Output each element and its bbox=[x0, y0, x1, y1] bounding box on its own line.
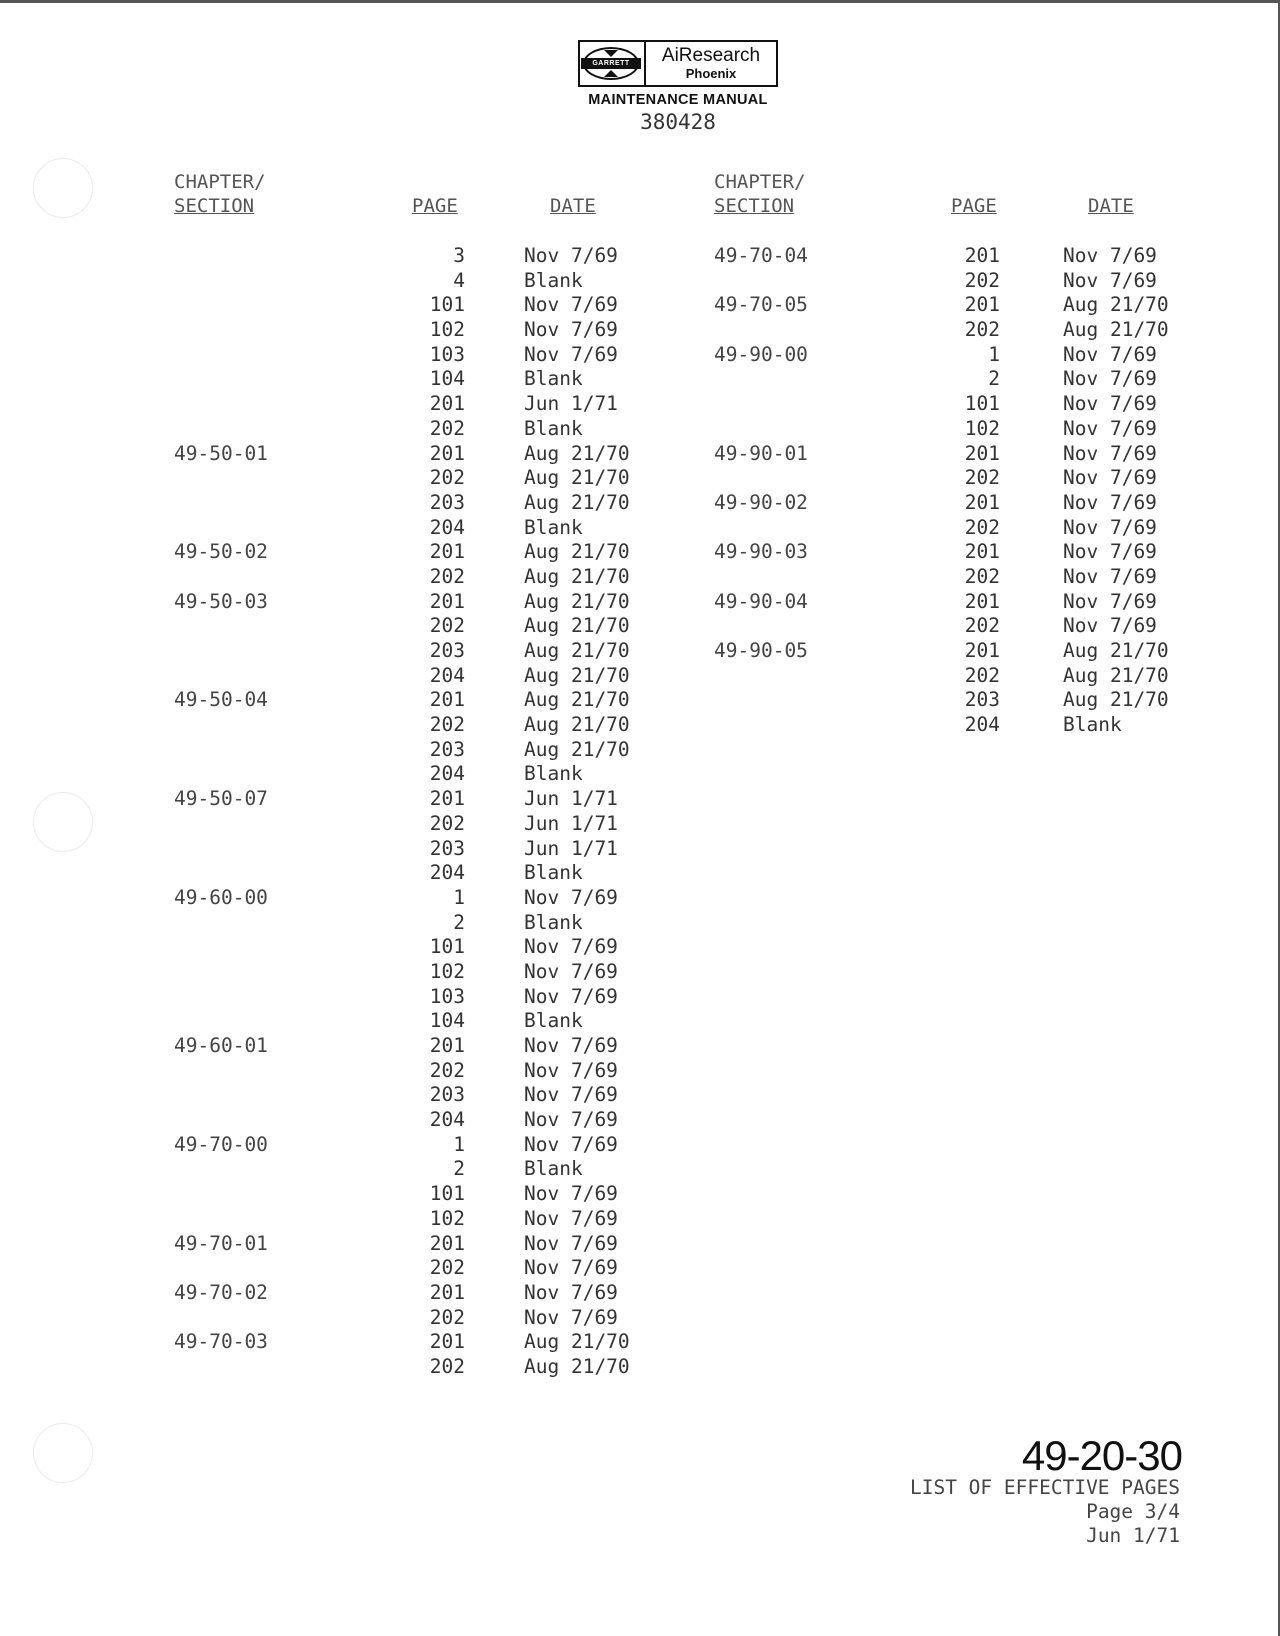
date-cell: Blank bbox=[524, 910, 583, 934]
section-cell bbox=[174, 565, 334, 590]
page-number-cell: 202 bbox=[429, 811, 465, 835]
footer-page: Page 3/4 bbox=[1086, 1500, 1180, 1523]
date-cell: Blank bbox=[524, 416, 583, 440]
page-number-cell: 202 bbox=[429, 564, 465, 588]
date-cell: Blank bbox=[524, 268, 583, 292]
section-cell bbox=[714, 614, 874, 639]
date-cell: Nov 7/69 bbox=[1063, 515, 1157, 539]
date-cell: Aug 21/70 bbox=[524, 688, 630, 712]
section-cell bbox=[174, 491, 334, 516]
date-cell: Nov 7/69 bbox=[524, 244, 618, 267]
section-cell bbox=[714, 664, 874, 689]
date-cell: Aug 21/70 bbox=[1063, 639, 1169, 662]
date-cell: Nov 7/69 bbox=[524, 1132, 618, 1156]
page-number-cell: 101 bbox=[429, 293, 465, 317]
section-cell bbox=[714, 516, 874, 541]
manual-title: MAINTENANCE MANUAL bbox=[588, 92, 768, 108]
date-cell: Jun 1/71 bbox=[524, 392, 618, 416]
page-number-cell: 101 bbox=[429, 935, 465, 959]
date-cell: Blank bbox=[524, 861, 583, 885]
date-cell: Nov 7/69 bbox=[1063, 490, 1157, 514]
page-number-cell: 204 bbox=[429, 1108, 465, 1132]
section-cell: 49-90-00 bbox=[714, 342, 808, 366]
section-cell: 49-90-02 bbox=[714, 490, 808, 514]
section-cell: 49-60-00 bbox=[174, 885, 268, 909]
section-cell: 49-50-01 bbox=[174, 441, 268, 465]
section-cell bbox=[174, 318, 334, 343]
date-cell: Nov 7/69 bbox=[524, 293, 618, 317]
left-date-header: DATE bbox=[550, 195, 596, 217]
page-number-cell: 102 bbox=[429, 959, 465, 983]
page-number-cell: 202 bbox=[964, 564, 1000, 588]
date-cell: Nov 7/69 bbox=[524, 1206, 618, 1230]
section-cell: 49-70-03 bbox=[174, 1330, 268, 1354]
date-cell: Aug 21/70 bbox=[524, 713, 630, 737]
section-cell: 49-90-03 bbox=[714, 540, 808, 564]
section-cell bbox=[174, 911, 334, 936]
right-section-column bbox=[714, 244, 874, 738]
section-cell: 49-50-07 bbox=[174, 787, 268, 811]
section-cell bbox=[174, 1157, 334, 1182]
date-cell: Nov 7/69 bbox=[524, 1182, 618, 1206]
date-cell: Jun 1/71 bbox=[524, 811, 618, 835]
section-header-line2: SECTION bbox=[714, 195, 795, 217]
page-number-cell: 204 bbox=[429, 762, 465, 786]
page-number-cell: 102 bbox=[429, 1206, 465, 1230]
manual-number: 380428 bbox=[640, 110, 716, 134]
page-number-cell: 201 bbox=[429, 1330, 465, 1354]
logo-words bbox=[646, 42, 776, 85]
date-cell: Blank bbox=[1063, 713, 1122, 737]
company-city: Phoenix bbox=[685, 66, 737, 81]
date-cell: Nov 7/69 bbox=[1063, 268, 1157, 292]
page-number-cell: 203 bbox=[429, 836, 465, 860]
date-cell: Blank bbox=[524, 762, 583, 786]
date-cell: Nov 7/69 bbox=[524, 1231, 618, 1255]
page-number-cell: 202 bbox=[429, 713, 465, 737]
section-cell bbox=[714, 713, 874, 738]
left-page-column bbox=[400, 244, 465, 1380]
section-cell bbox=[714, 367, 874, 392]
date-cell: Aug 21/70 bbox=[524, 540, 630, 564]
date-cell: Blank bbox=[524, 515, 583, 539]
section-cell bbox=[174, 269, 334, 294]
date-cell: Nov 7/69 bbox=[1063, 540, 1157, 564]
page-number-cell: 202 bbox=[429, 1354, 465, 1378]
date-cell: Nov 7/69 bbox=[1063, 564, 1157, 588]
page-number-cell: 202 bbox=[964, 318, 1000, 342]
page-number-cell: 101 bbox=[429, 1182, 465, 1206]
page-number-cell: 201 bbox=[429, 1280, 465, 1304]
section-cell bbox=[174, 367, 334, 392]
date-cell: Nov 7/69 bbox=[1063, 244, 1157, 267]
punch-hole-top bbox=[33, 158, 93, 218]
page-number-cell: 204 bbox=[429, 663, 465, 687]
page-number-cell: 203 bbox=[964, 688, 1000, 712]
company-logo bbox=[578, 40, 778, 87]
section-cell bbox=[174, 664, 334, 689]
page-number-cell: 204 bbox=[964, 713, 1000, 737]
section-cell bbox=[714, 565, 874, 590]
section-cell bbox=[174, 1083, 334, 1108]
page-number-cell: 201 bbox=[429, 540, 465, 564]
section-cell bbox=[174, 1059, 334, 1084]
left-section-column bbox=[174, 244, 334, 1380]
footer-date: Jun 1/71 bbox=[1086, 1524, 1180, 1547]
footer-chapter-number: 49-20-30 bbox=[1021, 1432, 1182, 1479]
page-number-cell: 1 bbox=[453, 885, 465, 909]
date-cell: Nov 7/69 bbox=[524, 885, 618, 909]
page-number-cell: 202 bbox=[964, 268, 1000, 292]
date-cell: Aug 21/70 bbox=[1063, 688, 1169, 712]
section-header-line2: SECTION bbox=[174, 195, 255, 217]
date-cell: Nov 7/69 bbox=[524, 984, 618, 1008]
section-cell bbox=[174, 738, 334, 763]
date-cell: Aug 21/70 bbox=[524, 1330, 630, 1354]
page-number-cell: 2 bbox=[453, 1157, 465, 1181]
right-page-header: PAGE bbox=[951, 195, 997, 217]
date-cell: Aug 21/70 bbox=[524, 614, 630, 638]
page-number-cell: 202 bbox=[429, 416, 465, 440]
page-number-cell: 103 bbox=[429, 984, 465, 1008]
date-cell: Blank bbox=[524, 1009, 583, 1033]
page-number-cell: 2 bbox=[988, 367, 1000, 391]
page-number-cell: 3 bbox=[453, 244, 465, 267]
section-cell bbox=[714, 269, 874, 294]
page-number-cell: 201 bbox=[964, 639, 1000, 662]
date-cell: Aug 21/70 bbox=[524, 737, 630, 761]
section-cell bbox=[174, 343, 334, 368]
page-number-cell: 104 bbox=[429, 367, 465, 391]
section-cell: 49-50-04 bbox=[174, 688, 268, 712]
page-number-cell: 104 bbox=[429, 1009, 465, 1033]
date-cell: Nov 7/69 bbox=[524, 318, 618, 342]
date-cell: Nov 7/69 bbox=[524, 1280, 618, 1304]
section-cell bbox=[174, 417, 334, 442]
page-number-cell: 202 bbox=[429, 1256, 465, 1280]
page-number-cell: 203 bbox=[429, 1083, 465, 1107]
section-cell bbox=[174, 639, 334, 664]
emblem-band-text: GARRETT bbox=[581, 58, 641, 69]
section-cell: 49-60-01 bbox=[174, 1034, 268, 1057]
section-cell bbox=[174, 1355, 334, 1380]
section-cell bbox=[174, 861, 334, 886]
date-cell: Nov 7/69 bbox=[1063, 342, 1157, 366]
section-cell bbox=[714, 392, 874, 417]
section-cell: 49-90-04 bbox=[714, 589, 808, 613]
section-cell bbox=[174, 1207, 334, 1232]
section-cell: 49-90-05 bbox=[714, 639, 808, 662]
page-number-cell: 202 bbox=[964, 614, 1000, 638]
date-cell: Nov 7/69 bbox=[1063, 614, 1157, 638]
left-date-column bbox=[524, 244, 674, 1380]
section-cell bbox=[714, 318, 874, 343]
page-number-cell: 2 bbox=[453, 910, 465, 934]
section-cell bbox=[174, 392, 334, 417]
section-cell bbox=[174, 516, 334, 541]
page-number-cell: 202 bbox=[429, 1058, 465, 1082]
section-cell: 49-70-00 bbox=[174, 1132, 268, 1156]
date-cell: Aug 21/70 bbox=[524, 663, 630, 687]
section-header-line1: CHAPTER/ bbox=[714, 171, 806, 193]
section-cell bbox=[714, 466, 874, 491]
section-cell: 49-50-03 bbox=[174, 589, 268, 613]
emblem-triangle-up-icon bbox=[604, 70, 618, 77]
section-cell bbox=[174, 762, 334, 787]
section-cell bbox=[174, 1182, 334, 1207]
section-cell bbox=[174, 1009, 334, 1034]
page-number-cell: 202 bbox=[964, 663, 1000, 687]
page-number-cell: 203 bbox=[429, 490, 465, 514]
page-number-cell: 201 bbox=[964, 293, 1000, 317]
date-cell: Nov 7/69 bbox=[524, 959, 618, 983]
page-number-cell: 201 bbox=[964, 490, 1000, 514]
page-number-cell: 202 bbox=[964, 466, 1000, 490]
page-number-cell: 203 bbox=[429, 737, 465, 761]
date-cell: Nov 7/69 bbox=[1063, 466, 1157, 490]
section-cell bbox=[174, 1256, 334, 1281]
date-cell: Nov 7/69 bbox=[524, 935, 618, 959]
section-cell bbox=[174, 935, 334, 960]
date-cell: Aug 21/70 bbox=[524, 441, 630, 465]
page-number-cell: 101 bbox=[964, 392, 1000, 416]
section-cell bbox=[174, 985, 334, 1010]
date-cell: Aug 21/70 bbox=[524, 1354, 630, 1378]
page-number-cell: 201 bbox=[964, 244, 1000, 267]
page-number-cell: 201 bbox=[429, 589, 465, 613]
date-cell: Aug 21/70 bbox=[524, 589, 630, 613]
section-cell bbox=[174, 837, 334, 862]
page-number-cell: 201 bbox=[964, 441, 1000, 465]
page-number-cell: 201 bbox=[429, 392, 465, 416]
page-number-cell: 201 bbox=[964, 589, 1000, 613]
company-name: AiResearch bbox=[661, 45, 761, 66]
right-date-column bbox=[1063, 244, 1213, 738]
section-header-line1: CHAPTER/ bbox=[174, 171, 266, 193]
date-cell: Jun 1/71 bbox=[524, 836, 618, 860]
section-cell: 49-70-05 bbox=[714, 293, 808, 317]
footer-title: LIST OF EFFECTIVE PAGES bbox=[909, 1476, 1180, 1499]
date-cell: Nov 7/69 bbox=[524, 1108, 618, 1132]
date-cell: Jun 1/71 bbox=[524, 787, 618, 811]
punch-hole-middle bbox=[33, 792, 93, 852]
date-cell: Nov 7/69 bbox=[524, 342, 618, 366]
date-cell: Nov 7/69 bbox=[524, 1256, 618, 1280]
left-page-header: PAGE bbox=[412, 195, 458, 217]
page-number-cell: 201 bbox=[429, 688, 465, 712]
section-cell: 49-70-04 bbox=[714, 244, 808, 267]
date-cell: Aug 21/70 bbox=[1063, 318, 1169, 342]
date-cell: Blank bbox=[524, 367, 583, 391]
date-cell: Nov 7/69 bbox=[524, 1058, 618, 1082]
date-cell: Nov 7/69 bbox=[1063, 416, 1157, 440]
page-number-cell: 102 bbox=[964, 416, 1000, 440]
garrett-emblem-icon bbox=[580, 42, 646, 85]
page-number-cell: 102 bbox=[429, 318, 465, 342]
section-cell bbox=[714, 688, 874, 713]
date-cell: Aug 21/70 bbox=[524, 466, 630, 490]
left-section-header bbox=[174, 170, 266, 218]
section-cell: 49-50-02 bbox=[174, 540, 268, 564]
section-cell bbox=[174, 1306, 334, 1331]
section-cell: 49-70-02 bbox=[174, 1280, 268, 1304]
date-cell: Nov 7/69 bbox=[1063, 589, 1157, 613]
emblem-triangle-down-icon bbox=[604, 50, 618, 57]
page-number-cell: 201 bbox=[429, 1231, 465, 1255]
page-number-cell: 204 bbox=[429, 515, 465, 539]
page-number-cell: 203 bbox=[429, 639, 465, 662]
section-cell bbox=[174, 713, 334, 738]
date-cell: Nov 7/69 bbox=[524, 1305, 618, 1329]
date-cell: Aug 21/70 bbox=[1063, 663, 1169, 687]
section-cell bbox=[174, 293, 334, 318]
date-cell: Aug 21/70 bbox=[524, 490, 630, 514]
date-cell: Nov 7/69 bbox=[524, 1034, 618, 1057]
page-number-cell: 204 bbox=[429, 861, 465, 885]
right-section-header bbox=[714, 170, 806, 218]
page-number-cell: 202 bbox=[964, 515, 1000, 539]
page-number-cell: 201 bbox=[429, 441, 465, 465]
right-date-header: DATE bbox=[1088, 195, 1134, 217]
page-number-cell: 202 bbox=[429, 614, 465, 638]
page-number-cell: 202 bbox=[429, 1305, 465, 1329]
section-cell bbox=[174, 812, 334, 837]
page-number-cell: 4 bbox=[453, 268, 465, 292]
date-cell: Nov 7/69 bbox=[1063, 441, 1157, 465]
date-cell: Nov 7/69 bbox=[524, 1083, 618, 1107]
date-cell: Nov 7/69 bbox=[1063, 392, 1157, 416]
page-number-cell: 1 bbox=[988, 342, 1000, 366]
date-cell: Blank bbox=[524, 1157, 583, 1181]
page-number-cell: 201 bbox=[429, 1034, 465, 1057]
section-cell bbox=[714, 417, 874, 442]
section-cell bbox=[174, 614, 334, 639]
page-number-cell: 202 bbox=[429, 466, 465, 490]
section-cell bbox=[174, 960, 334, 985]
section-cell bbox=[174, 1108, 334, 1133]
date-cell: Nov 7/69 bbox=[1063, 367, 1157, 391]
section-cell bbox=[174, 466, 334, 491]
page-number-cell: 103 bbox=[429, 342, 465, 366]
right-page-column bbox=[935, 244, 1000, 738]
page-number-cell: 201 bbox=[429, 787, 465, 811]
section-cell: 49-90-01 bbox=[714, 441, 808, 465]
section-cell bbox=[174, 244, 334, 269]
date-cell: Aug 21/70 bbox=[1063, 293, 1169, 317]
page-number-cell: 201 bbox=[964, 540, 1000, 564]
date-cell: Aug 21/70 bbox=[524, 639, 630, 662]
date-cell: Aug 21/70 bbox=[524, 564, 630, 588]
page-number-cell: 1 bbox=[453, 1132, 465, 1156]
punch-hole-bottom bbox=[33, 1423, 93, 1483]
section-cell: 49-70-01 bbox=[174, 1231, 268, 1255]
